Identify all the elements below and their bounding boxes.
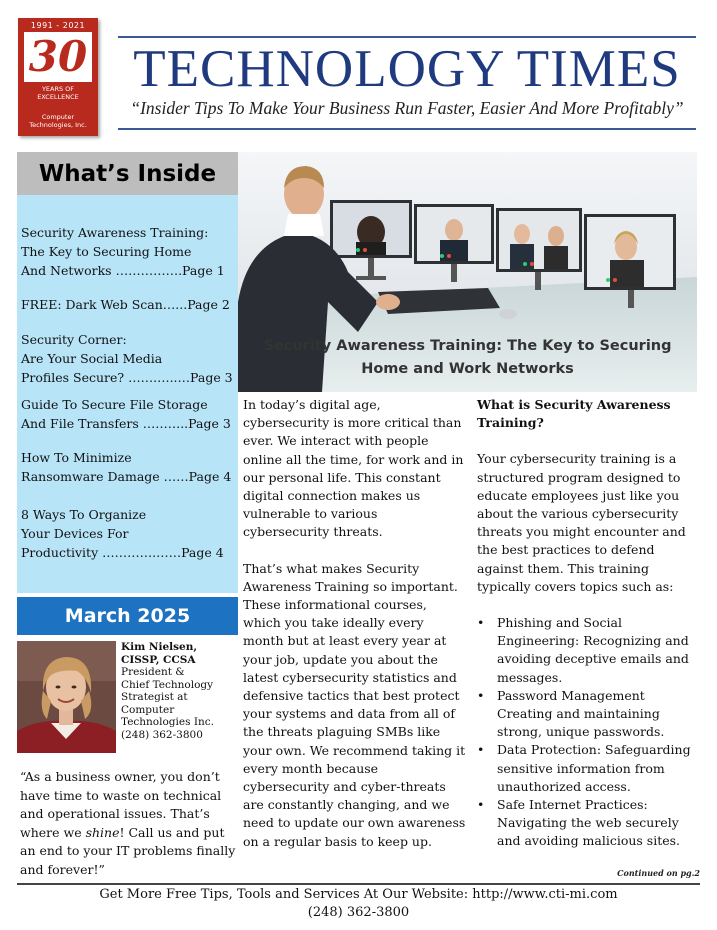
article-column-1 [243, 396, 467, 869]
author-photo [17, 641, 116, 753]
author-credentials: CISSP, CCSA [121, 653, 196, 666]
author-title-line: Chief Technology [121, 678, 214, 691]
toc-item-line: Ransomware Damage ……Page 4 [21, 469, 232, 484]
footer-website-line: Get More Free Tips, Tools and Services At Our Website: http://www.cti-mi.com [99, 887, 618, 902]
logo-company [18, 113, 98, 129]
topics-list [477, 614, 699, 851]
toc-item[interactable] [21, 295, 235, 314]
toc-item-line: And Networks …………….Page 1 [21, 263, 225, 278]
topic-bullet: • Data Protection: Safeguarding sensitive information from unauthorized access. [497, 741, 699, 796]
toc-item-line: How To Minimize [21, 450, 132, 465]
article-paragraph: In today’s digital age, cybersecurity is more critical than ever. We interact with people online all the time, for work and in our personal life. This constant digital connection makes us vulnerable to various cybersecurity threats. [243, 397, 464, 540]
toc-item-line: Guide To Secure File Storage [21, 397, 208, 412]
table-of-contents [17, 195, 238, 593]
toc-item-line: Your Devices For [21, 526, 129, 541]
toc-item-line: Are Your Social Media [21, 351, 163, 366]
footer-phone: (248) 362-3800 [307, 905, 410, 920]
logo-tagline-line1: YEARS OF [41, 85, 75, 93]
masthead-title: TECHNOLOGY TIMES [133, 40, 681, 98]
topic-bullet: • Phishing and Social Engineering: Recognizing and avoiding deceptive emails and messages. [497, 614, 699, 687]
article-paragraph: That’s what makes Security Awareness Training so important. These informational courses, which you take ideally every month but at least every year at your job, update you about the latest cybersecurity statistics and defensive tactics that best protect your systems and data from all of the threats plaguing SMBs like your own. We recommend taking it every month because cybersecurity and cyber-threats are constantly changing, and we need to update our own awareness on a regular basis to keep up. [243, 560, 466, 849]
author-title-line: Computer [121, 703, 175, 716]
logo-tagline [18, 85, 98, 101]
logo-company-line1: Computer [41, 113, 75, 121]
toc-item[interactable] [21, 395, 235, 433]
quote-emphasis: shine [85, 824, 120, 840]
toc-item-line: The Key to Securing Home [21, 244, 192, 259]
article-paragraph: Your cybersecurity training is a structured program designed to educate employees just like you about the various cybersecurity threats you might encounter and the best practices to defend against them. This training typically covers topics such as: [477, 451, 686, 594]
toc-item-line: Productivity ………….……Page 4 [21, 545, 224, 560]
topic-bullet: • Safe Internet Practices: Navigating the web securely and avoiding malicious sites. [497, 796, 699, 851]
toc-item-line: Security Awareness Training: [21, 225, 209, 240]
masthead-tagline: “Insider Tips To Make Your Business Run Faster, Easier And More Profitably” [130, 98, 684, 118]
whats-inside-header: What’s Inside [17, 152, 238, 195]
author-title-line: Strategist at [121, 691, 188, 703]
masthead-rule-bottom [118, 128, 696, 130]
toc-item[interactable] [21, 330, 235, 387]
toc-item[interactable] [21, 223, 235, 280]
continued-note: Continued on pg.2 [617, 868, 700, 878]
logo-tagline-line2: EXCELLENCE [37, 93, 79, 101]
article-title: Security Awareness Training: The Key to Securing Home and Work Networks [263, 338, 672, 377]
toc-item-line: Profiles Secure? …….…..…Page 3 [21, 370, 233, 385]
toc-item-line: 8 Ways To Organize [21, 507, 147, 522]
author-name: Kim Nielsen, [121, 641, 198, 653]
author-title-line: President & [121, 666, 185, 678]
company-logo [18, 18, 98, 136]
issue-date: March 2025 [17, 597, 238, 635]
toc-item-line: And File Transfers ………..Page 3 [21, 416, 231, 431]
author-title-line: Technologies Inc. [121, 716, 214, 728]
toc-item[interactable] [21, 505, 235, 562]
topic-bullet: • Password Management Creating and maintaining strong, unique passwords. [497, 687, 699, 742]
masthead-rule-top [118, 36, 696, 38]
article-subheading: What is Security Awareness Training? [477, 397, 671, 431]
author-info [121, 641, 239, 741]
footer-rule [17, 883, 700, 885]
author-quote [20, 768, 240, 879]
quote-text-before: “As a business owner, you don’t have time to waste on technical and operational issues. That’s where we [20, 769, 222, 840]
toc-item[interactable] [21, 448, 235, 486]
logo-years: 1991 - 2021 [30, 21, 86, 30]
logo-company-line2: Technologies, Inc. [29, 121, 87, 129]
quote-text-after: ! Call us and put an end to your IT problems finally and forever!” [20, 824, 236, 877]
author-portrait-image [17, 641, 116, 753]
author-phone: (248) 362-3800 [121, 728, 203, 741]
article-column-2 [477, 396, 699, 851]
toc-item-line: FREE: Dark Web Scan…...Page 2 [21, 297, 230, 312]
logo-number: 30 [24, 32, 92, 82]
toc-item-line: Security Corner: [21, 332, 127, 347]
